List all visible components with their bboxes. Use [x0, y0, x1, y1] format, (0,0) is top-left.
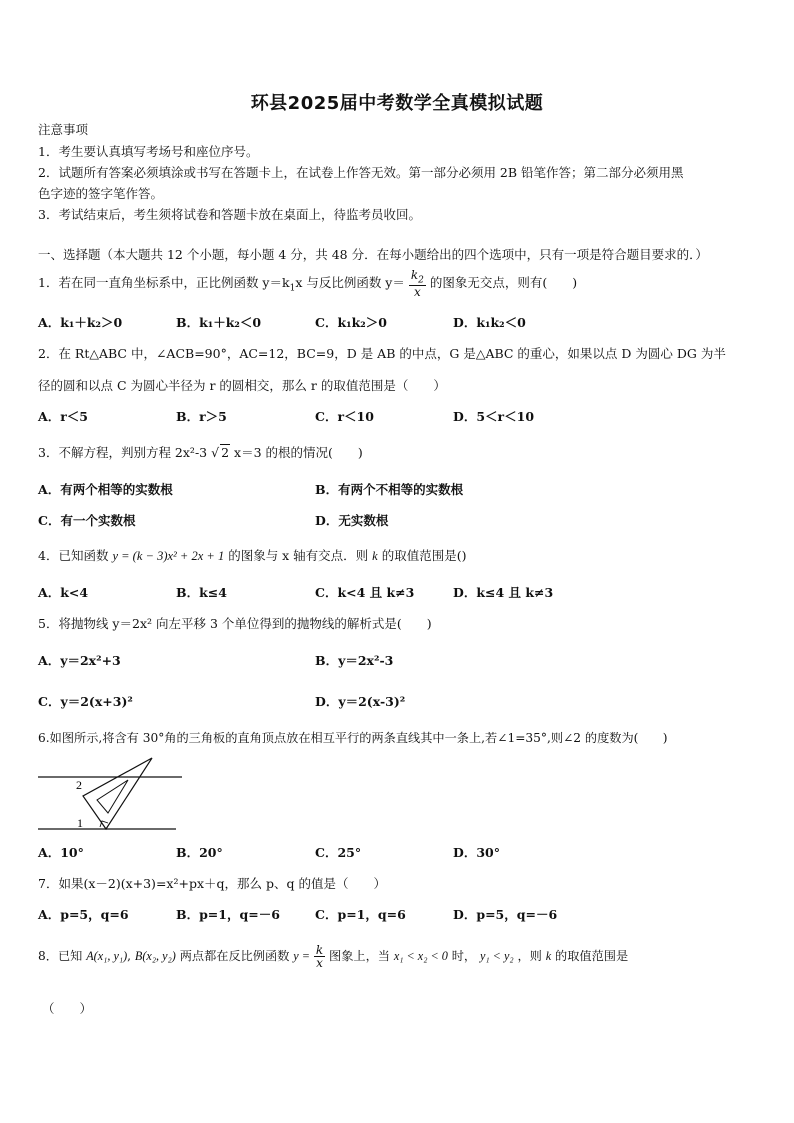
q8-func-lhs: y =	[293, 949, 310, 963]
q5-option-c: C．y＝2(x+3)²	[38, 694, 133, 709]
q7-option-d: D．p=5，q=－6	[453, 907, 558, 922]
q1-text-post: 的图象无交点，则有( )	[429, 275, 578, 290]
q1-fraction: $\frac{k_2}{x}$	[410, 267, 424, 300]
q4-expression: y = (k − 3)x² + 2x + 1	[112, 549, 225, 563]
q8-text-mid2: 图象上，当	[329, 949, 390, 963]
q6-figure-triangle-ruler	[36, 755, 186, 835]
q1-text-mid: x 与反比例函数 y＝	[295, 275, 405, 290]
q1-text-pre: 1．若在同一直角坐标系中，正比例函数 y＝k	[38, 275, 290, 290]
notice-item-3: 3．考试结束后，考生须将试卷和答题卡放在桌面上，待监考员收回。	[38, 207, 421, 222]
q8-text-pre: 8．已知	[38, 949, 83, 963]
q8-text-post: ，则	[517, 949, 542, 963]
q5-option-b: B．y＝2x²-3	[315, 653, 394, 668]
q7-option-c: C．p=1，q=6	[315, 907, 406, 922]
question-2-line-1: 2．在 Rt△ABC 中，∠ACB=90°，AC=12，BC=9，D 是 AB 的中点，G 是△ABC 的重心，如果以点 D 为圆心 DG 为半	[38, 346, 726, 361]
notice-item-1: 1．考生要认真填写考场号和座位序号。	[38, 144, 259, 159]
q1-option-a: A．k₁＋k₂＞0	[38, 315, 123, 330]
question-3	[38, 443, 363, 461]
q2-option-c: C．r＜10	[315, 409, 374, 424]
q4-option-b: B．k≤4	[176, 585, 227, 600]
q4-text-post: 的图象与 x 轴有交点．则	[228, 548, 369, 563]
sqrt-symbol: √	[211, 445, 220, 460]
q4-option-d: D．k≤4 且 k≠3	[453, 585, 554, 600]
q1-option-b: B．k₁＋k₂＜0	[176, 315, 262, 330]
q7-option-a: A．p=5，q=6	[38, 907, 129, 922]
q4-text-post2: 的取值范围是()	[381, 548, 467, 563]
q3-text-post: x＝3 的根的情况( )	[234, 445, 363, 460]
question-1: 1．若在同一直角坐标系中，正比例函数 $y=k_1x$ 与反比例函数 y＝ $\frac{k_2}{x}$ 的图象无交点，则有( )	[38, 267, 578, 300]
page-title: 环县2025届中考数学全真模拟试题	[250, 93, 544, 114]
angle-1-label: 1	[77, 816, 83, 830]
question-8: 8．已知 A(x₁, y₁), B(x₂, y₂) 两点都在反比例函数 y = $\frac{k}{x}$ 图象上，当 x₁ < x₂ < 0 时， y₁ < y₂ ，则 k 的取值范围是	[38, 943, 629, 970]
question-7: 7．如果(x－2)(x+3)=x²+px＋q，那么 p、q 的值是（ ）	[38, 876, 386, 891]
q5-option-a: A．y＝2x²+3	[38, 653, 121, 668]
q6-option-a: A．10°	[38, 845, 84, 860]
q2-option-b: B．r＞5	[176, 409, 227, 424]
q8-text-post2: 的取值范围是	[555, 949, 629, 963]
triangle-inner	[97, 780, 128, 813]
q5-option-d: D．y＝2(x-3)²	[315, 694, 406, 709]
q3-option-d: D．无实数根	[315, 513, 389, 528]
q2-option-d: D．5＜r＜10	[453, 409, 535, 424]
q4-k: k	[372, 549, 378, 563]
q8-text-mid: 两点都在反比例函数	[179, 949, 290, 963]
q8-fraction: $\frac{k}{x}$	[315, 943, 324, 970]
q8-point-a: A(x₁, y₁)	[86, 949, 128, 963]
q4-text-pre: 4．已知函数	[38, 548, 109, 563]
q8-condition-y: y₁ < y₂	[479, 949, 514, 963]
q6-option-d: D．30°	[453, 845, 500, 860]
question-4	[38, 546, 466, 564]
q7-option-b: B．p=1，q=－6	[176, 907, 280, 922]
q3-sqrt-value: 2	[221, 445, 230, 460]
q4-option-a: A．k<4	[38, 585, 89, 600]
q6-option-c: C．25°	[315, 845, 362, 860]
question-5: 5．将抛物线 y＝2x² 向左平移 3 个单位得到的抛物线的解析式是( )	[38, 616, 432, 631]
q8-text-mid3: 时，	[451, 949, 477, 963]
section-heading: 一、选择题（本大题共 12 个小题，每小题 4 分，共 48 分．在每小题给出的四个选项中，只有一项是符合题目要求的．）	[38, 247, 708, 262]
q8-condition-x: x₁ < x₂ < 0	[393, 949, 448, 963]
q1-option-d: D．k₁k₂＜0	[453, 315, 526, 330]
question-8-line-2: （ ）	[42, 1001, 93, 1016]
q8-k: k	[545, 949, 552, 963]
notice-item-2: 2．试题所有答案必须填涂或书写在答题卡上，在试卷上作答无效。第一部分必须用 2B 铅笔作答；第二部分必须用黑	[38, 165, 684, 180]
question-2-line-2: 径的圆和以点 C 为圆心半径为 r 的圆相交，那么 r 的取值范围是（ ）	[38, 378, 446, 393]
notice-heading: 注意事项	[38, 122, 89, 137]
q1-option-c: C．k₁k₂＞0	[315, 315, 387, 330]
question-6: 6.如图所示,将含有 30°角的三角板的直角顶点放在相互平行的两条直线其中一条上,若∠1=35°,则∠2 的度数为( )	[38, 731, 668, 745]
q8-point-b: B(x₂, y₂)	[134, 949, 176, 963]
q4-option-c: C．k<4 且 k≠3	[315, 585, 415, 600]
q3-option-c: C．有一个实数根	[38, 513, 136, 528]
angle-2-label: 2	[76, 778, 82, 792]
q3-option-b: B．有两个不相等的实数根	[315, 482, 464, 497]
notice-item-2-cont: 色字迹的签字笔作答。	[38, 186, 164, 201]
q6-option-b: B．20°	[176, 845, 223, 860]
q2-option-a: A．r＜5	[38, 409, 88, 424]
q3-text-pre: 3．不解方程，判别方程 2x²-3	[38, 445, 208, 460]
q3-option-a: A．有两个相等的实数根	[38, 482, 173, 497]
triangle-outer	[83, 758, 152, 829]
